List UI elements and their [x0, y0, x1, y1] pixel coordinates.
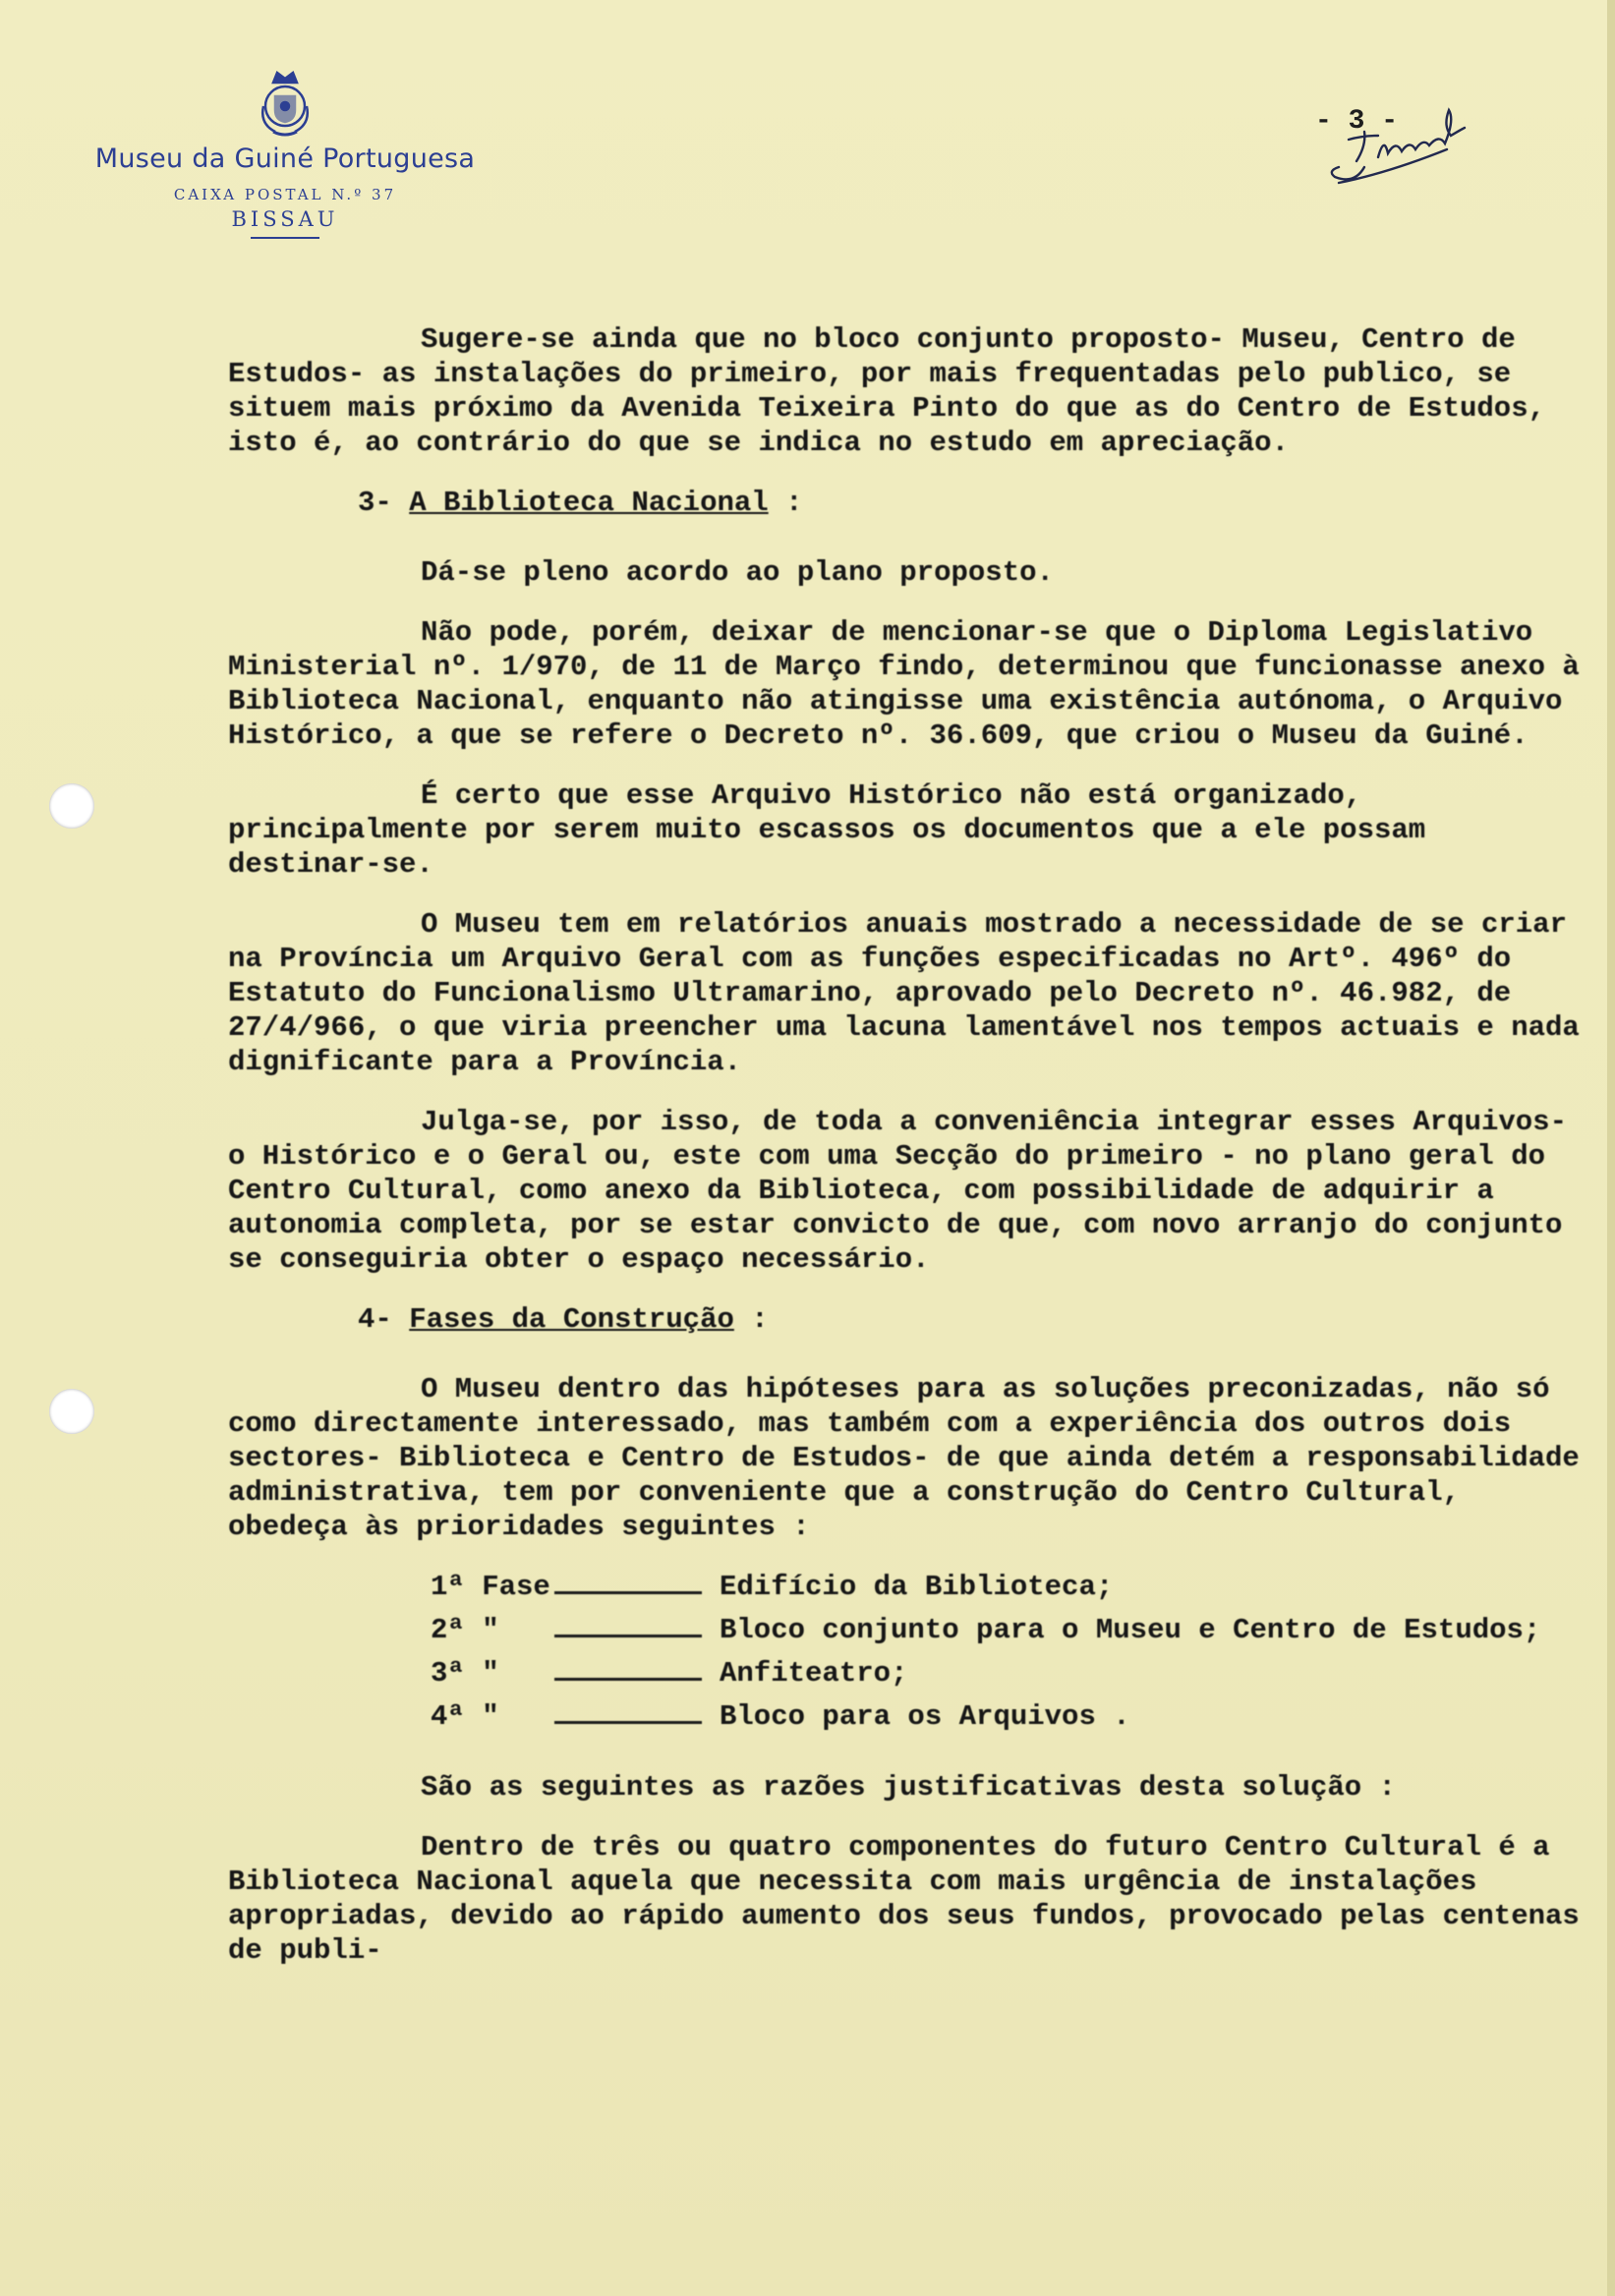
phase-number: 3ª " — [431, 1657, 499, 1690]
punch-hole — [49, 783, 94, 829]
phase-description: Edifício da Biblioteca; — [720, 1571, 1114, 1603]
phase-description: Anfiteatro; — [720, 1657, 908, 1690]
section-title: A Biblioteca Nacional — [409, 487, 769, 519]
phase-list — [228, 1570, 1585, 1743]
museum-name: Museu da Guiné Portuguesa — [94, 144, 476, 174]
phase-rule — [554, 1678, 702, 1681]
city: BISSAU — [231, 207, 339, 231]
phase-rule — [554, 1721, 702, 1724]
paragraph: Não pode, porém, deixar de mencionar-se que o Diploma Legislativo Ministerial nº. 1/970, de 11 de Março findo, determinou que funcionasse anexo à Biblioteca Nacional, enquanto não atingisse uma existência autónoma, o Arquivo Histórico, a que se refere o Decreto nº. 36.609, que criou o Museu da Guiné. — [228, 616, 1580, 752]
phase-number: 4ª " — [431, 1700, 499, 1733]
phase-rule — [554, 1635, 702, 1637]
paragraph: É certo que esse Arquivo Histórico não está organizado, principalmente por serem muito escassos os documentos que a ele possam destinar-se. — [228, 779, 1426, 881]
section-number: 3- — [358, 487, 392, 519]
section-number: 4- — [358, 1303, 392, 1336]
letterhead-rule — [251, 237, 319, 239]
letter-body — [228, 322, 1585, 1993]
paragraph: Julga-se, por isso, de toda a conveniência integrar esses Arquivos- o Histórico e o Geral ou, este com uma Secção do primeiro - no plano geral do Centro Cultural, como anexo da Biblioteca, com possibilidade de adquirir a autonomia completa, por se estar convicto de que, com novo arranjo do conjunto se conseguiria obter o espaço necessário. — [228, 1106, 1567, 1276]
phase-number: 1ª Fase — [431, 1571, 550, 1603]
letterhead — [79, 69, 491, 239]
phase-description: Bloco conjunto para o Museu e Centro de Estudos; — [720, 1614, 1541, 1646]
handwritten-signature — [1317, 98, 1504, 206]
paragraph: Sugere-se ainda que no bloco conjunto proposto- Museu, Centro de Estudos- as instalações do primeiro, por mais frequentadas pelo publico, se situem mais próximo da Avenida Teixeira Pinto do que as do Centro de Estudos, isto é, ao contrário do que se indica no estudo em apreciação. — [228, 323, 1546, 459]
paragraph: O Museu tem em relatórios anuais mostrado a necessidade de se criar na Província um Arquivo Geral com as funções especificadas no Artº. 496º do Estatuto do Funcionalismo Ultramarino, aprovado pelo Decreto nº. 46.982, de 27/4/966, o que viria preencher uma lacuna lamentável nos tempos actuais e nada dignificante para a Província. — [228, 908, 1580, 1078]
paragraph: O Museu dentro das hipóteses para as soluções preconizadas, não só como directamente interessado, mas também com a experiência dos outros dois sectores- Biblioteca e Centro de Estudos- de que ainda detém a responsabilidade administrativa, tem por conveniente que a construção do Centro Cultural, obedeça às prioridades seguintes : — [228, 1373, 1580, 1543]
phase-description: Bloco para os Arquivos . — [720, 1700, 1130, 1733]
phase-rule — [554, 1591, 702, 1594]
phase-item — [228, 1613, 1585, 1656]
page-number: - 3 - — [1315, 106, 1399, 137]
paragraph: Dentro de três ou quatro componentes do futuro Centro Cultural é a Biblioteca Nacional aquela que necessita com mais urgência de instalações apropriadas, devido ao rápido aumento dos seus fundos, provocado pelas centenas de publi- — [228, 1831, 1580, 1967]
section-heading-3 — [358, 486, 1585, 520]
phase-number: 2ª " — [431, 1614, 499, 1646]
paragraph: São as seguintes as razões justificativas desta solução : — [421, 1771, 1396, 1804]
section-suffix: : — [768, 487, 803, 519]
paragraph: Dá-se pleno acordo ao plano proposto. — [421, 556, 1054, 589]
section-heading-4 — [358, 1302, 1585, 1337]
postal-box: CAIXA POSTAL N.º 37 — [173, 186, 397, 203]
punch-hole — [49, 1389, 94, 1434]
coat-of-arms-icon — [256, 69, 315, 140]
paper-edge — [1607, 0, 1615, 2296]
phase-item — [228, 1656, 1585, 1699]
section-suffix: : — [733, 1303, 769, 1336]
section-title: Fases da Construção — [409, 1303, 734, 1336]
phase-item — [228, 1570, 1585, 1613]
phase-item — [228, 1699, 1585, 1743]
